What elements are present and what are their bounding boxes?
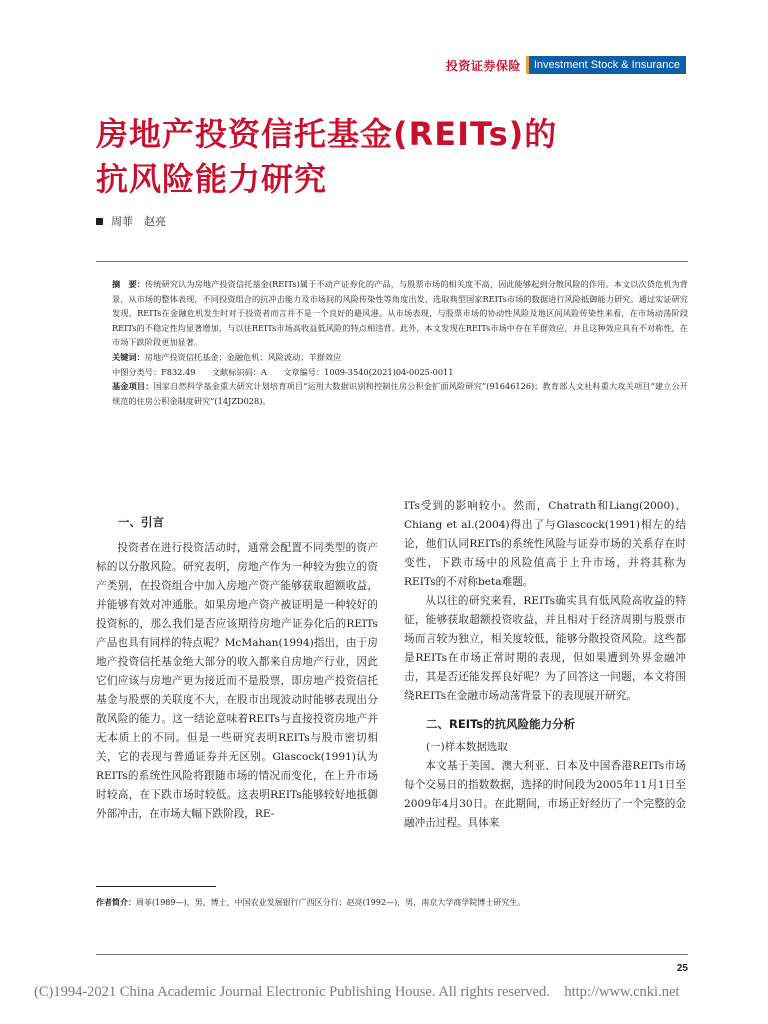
- keywords-text: 房地产投资信托基金；金融危机；风险波动；羊群效应: [144, 351, 342, 362]
- abstract-label: 摘 要：: [112, 279, 146, 289]
- copyright-notice: (C)1994-2021 China Academic Journal Electronic Publishing House. All rights reserved. http://www.cnki.net: [34, 984, 680, 1000]
- journal-name-cn: 投资证券保险: [445, 58, 521, 73]
- fund-text: 国家自然科学基金重大研究计划培育项目“运用大数据识别和控制住房公积金扩面风险研究”(91646126)；教育部人文社科重大攻关项目“建立公开规范的住房公积金制度研究”(14JZD028)。: [112, 381, 688, 406]
- article-title-line1: 房地产投资信托基金(REITs)的: [96, 115, 558, 153]
- abstract-paragraph: [96, 277, 688, 350]
- abstract-text: 传统研究认为房地产投资信托基金(REITs)属于不动产证券化的产品，与股票市场的相关度不高，因此能够起到分散风险的作用。本文以次贷危机为背景，从市场的整体表现，不同投资组合的抗冲击能力及市场间的风险传染性等角度出发，选取典型国家REITs市场的数据进行风险抵御能力研究。通过实证研究发现，REITs在金融危机发生时对于投资者而言并不是一个良好的避风港。从市场表现，与股票市场的协动性风险及地区间风险传染性来看，在市场动荡阶段REITs的不稳定性均显著增加，与以往REITs市场高收益低风险的特点相违背。此外，本文发现在REITs市场中存在羊群效应，并且这种效应具有不对称性，在市场下跌阶段更加显著。: [112, 279, 688, 348]
- fund-label: 基金项目：: [112, 381, 154, 392]
- footnote-text: 周菲(1989—)，男，博士，中国农业发展银行广西区分行；赵亮(1992—)，男，南京大学商学院博士研究生。: [136, 898, 526, 907]
- journal-name-en: Investment Stock & Insurance: [526, 56, 686, 74]
- body-paragraph: 投资者在进行投资活动时，通常会配置不同类型的资产标的以分散风险。研究表明，房地产作为一种较为独立的资产类别，在投资组合中加入房地产资产能够获取超额收益，并能够有效对冲通胀。如果房地产资产被证明是一种较好的投资标的，那么我们是否应该期待房地产证券化后的REITs产品也具有同样的特点呢？McMahan(1994)指出，由于房地产投资信托基金绝大部分的收入都来自房地产行业，因此它们应该与房地产更为接近而不是股票，即房地产投资信托基金与股票的关联度不大，在股市出现波动时能够表现出分散风险的能力。这一结论意味着REITs与直接投资房地产并无本质上的不同。但是一些研究表明REITs与股市密切相关，它的表现与普通证券并无区别。Glascock(1991)认为REITs的系统性风险将跟随市场的情况而变化，在上升市场时较高，在下跌市场时较低。这表明REITs能够较好地抵御外部冲击，在市场大幅下跌阶段，RE-: [96, 542, 378, 820]
- abstract-block: [96, 261, 688, 408]
- journal-header: [446, 56, 686, 74]
- abstract-divider: [96, 261, 688, 262]
- section-heading-analysis: 二、REITs的抗风险能力分析: [426, 717, 576, 731]
- body-column-left: [96, 497, 378, 824]
- article-title-line2: 抗风险能力研究: [96, 160, 328, 198]
- body-column-right: [404, 497, 686, 833]
- footnote-label: 作者简介：: [96, 898, 136, 907]
- section-heading-introduction: 一、引言: [118, 515, 164, 529]
- keywords-line: [96, 350, 688, 365]
- subsection-heading-data: (一)样本数据选取: [426, 741, 508, 753]
- page-number: 25: [676, 963, 688, 974]
- author-footnote: [96, 896, 688, 910]
- square-bullet-icon: [96, 218, 103, 225]
- article-title: [96, 112, 696, 202]
- keywords-label: 关键词：: [112, 351, 145, 362]
- body-paragraph: ITs受到的影响较小。然而，Chatrath和Liang(2000)、Chiang et al.(2004)得出了与Glascock(1991)相左的结论，他们认同REITs的系统性风险与证券市场的关系存在时变性，下跌市场中的风险值高于上升市场，并将其称为REITs的不对称beta难题。: [404, 500, 686, 588]
- fund-line: [96, 379, 688, 408]
- author-names: 周菲 赵亮: [111, 215, 166, 228]
- footnote-divider: [96, 886, 216, 887]
- page-divider: [96, 954, 688, 955]
- body-paragraph: 从以往的研究来看，REITs确实具有低风险高收益的特征，能够获取超额投资收益，并且相对于经济周期与股票市场而言较为独立，相关度较低，能够分散投资风险。这些都是REITs在市场正常时期的表现，但如果遭到外界金融冲击，其是否还能发挥良好呢？为了回答这一问题，本文将围绕REITs在金融市场动荡背景下的表现展开研究。: [404, 595, 686, 702]
- classification-line: 中图分类号：F832.49 文献标识码：A 文章编号：1009-3540(2021)04-0025-0011: [112, 366, 454, 377]
- body-paragraph: 本文基于美国、澳大利亚、日本及中国香港REITs市场每个交易日的指数数据，选择的时间段为2005年11月1日至2009年4月30日。在此期间，市场正好经历了一个完整的金融冲击过程。具体来: [404, 760, 686, 829]
- authors: [96, 213, 166, 229]
